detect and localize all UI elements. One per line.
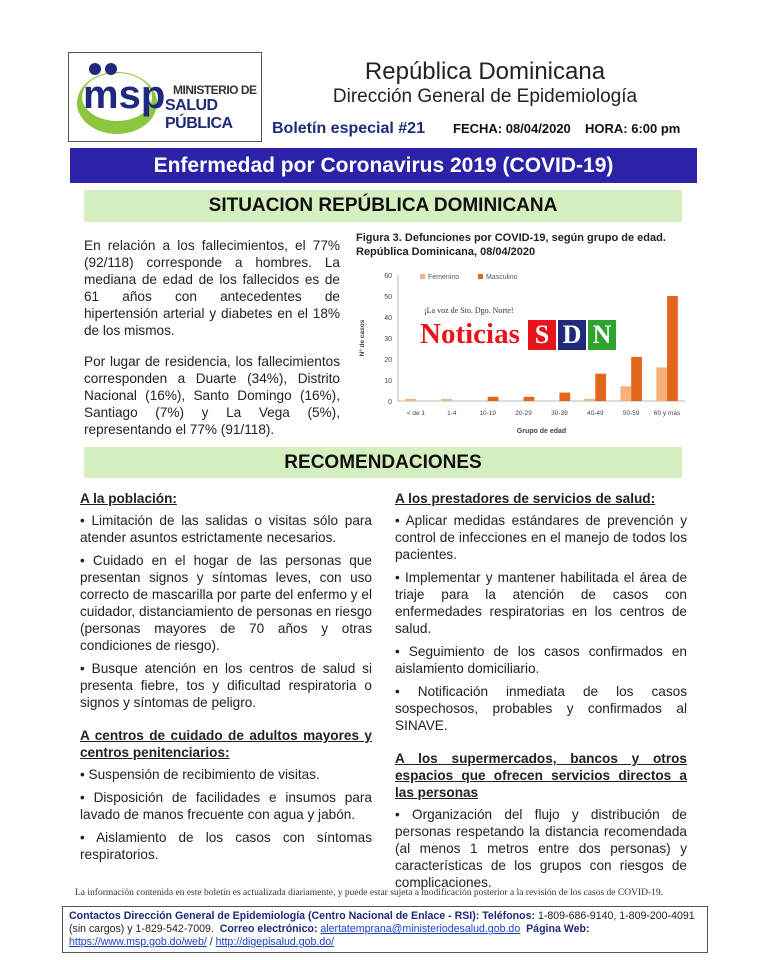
list-item: • Busque atención en los centros de salud si presenta fiebre, tos y dificultad respiratoria o signos y síntomas de peligro.: [80, 661, 372, 710]
bulletin-date: FECHA: 08/04/2020: [453, 121, 571, 136]
list-item: • Organización del flujo y distribución de personas respetando la distancia recomendada (al menos 1 metros entre dos personas) y características de los grupos con riesgos de complicaciones.: [395, 807, 687, 890]
list-item: • Notificación inmediata de los casos sospechosos, probables y confirmados al SINAVE.: [395, 684, 687, 733]
bar-femenino: [620, 386, 631, 401]
x-tick-label: 1-4: [447, 410, 457, 417]
deaths-by-age-chart: [350, 265, 690, 435]
left-recommendations: [80, 490, 372, 869]
situation-paragraph: Por lugar de residencia, los fallecimientos corresponden a Duarte (34%), Distrito Nacional (16%), Santo Domingo (16%), Santiago (7%) y La Vega (5%), representando el 77% (91/118).: [84, 354, 340, 437]
situation-title: SITUACION REPÚBLICA DOMINICANA: [84, 190, 682, 222]
logo-text-2: SALUD PÚBLICA: [165, 97, 233, 132]
watermark-letter-n: N: [588, 320, 616, 350]
right-recommendations: [395, 490, 687, 897]
section-heading: A los prestadores de servicios de salud:: [395, 491, 656, 506]
legend-label: Femenino: [428, 274, 460, 281]
x-tick-label: 50-59: [622, 410, 640, 417]
email-label: Correo electrónico:: [219, 923, 318, 935]
msp-logo: [68, 52, 262, 142]
disclaimer-note: La información contenida en este boletín es actualizada diariamente, y puede estar sujeta a modificación posterior a la revisión de los casos de COVID-19.: [75, 888, 663, 898]
situation-text: [84, 237, 340, 452]
section-heading: A la población:: [80, 491, 177, 506]
section-heading: A centros de cuidado de adultos mayores y centros penitenciarios:: [80, 728, 372, 760]
banner-title: Enfermedad por Coronavirus 2019 (COVID-19): [70, 148, 697, 183]
legend-swatch: [478, 274, 483, 279]
x-axis-label: Grupo de edad: [516, 428, 567, 435]
list-item: • Cuidado en el hogar de las personas que presentan signos y síntomas leves, con uso correcto de mascarilla por parte del enfermo y el cuidador, distanciamiento de personas en riesgo (personas mayores de 70 años y otras condiciones de riesgo).: [80, 553, 372, 653]
list-item: • Limitación de las salidas o visitas sólo para atender asuntos estrictamente necesarios.: [80, 513, 372, 545]
bar-masculino: [595, 374, 606, 401]
bar-femenino: [441, 399, 452, 401]
x-tick-label: 40-49: [587, 410, 604, 417]
watermark-letter-d: D: [558, 320, 586, 350]
bar-femenino: [656, 367, 667, 401]
list-item: • Aplicar medidas estándares de prevención y control de infecciones en el manejo de todos los pacientes.: [395, 513, 687, 562]
list-item: • Aislamiento de los casos con síntomas respiratorios.: [80, 830, 372, 862]
web-label: Página Web:: [526, 923, 590, 935]
watermark-tagline: ¡La voz de Sto. Dgo. Norte!: [424, 306, 514, 315]
bar-masculino: [488, 397, 499, 401]
bulletin-time: HORA: 6:00 pm: [585, 121, 681, 136]
y-tick-label: 0: [388, 399, 392, 406]
x-tick-label: < de 1: [406, 410, 426, 417]
y-tick-label: 30: [384, 336, 392, 343]
section-heading: A los supermercados, bancos y otros espacios que ofrecen servicios directos a las personas: [395, 751, 687, 800]
web-link-msp[interactable]: https://www.msp.gob.do/web/: [69, 936, 207, 948]
list-item: • Disposición de facilidades e insumos para lavado de manos frecuente con agua y jabón.: [80, 790, 372, 822]
bar-femenino: [405, 399, 416, 401]
x-tick-label: 20-29: [515, 410, 532, 417]
bar-masculino: [631, 357, 642, 401]
phones: 1-809-686-9140, 1-809-200-4091 (sin cargos) y 1-829-542-7009.: [69, 910, 695, 935]
recommendations-title: RECOMENDACIONES: [84, 447, 682, 478]
logo-letters: msp: [83, 73, 166, 117]
x-tick-label: 10-19: [479, 410, 496, 417]
bulletin-number: Boletín especial #21: [272, 120, 425, 137]
list-item: • Suspensión de recibimiento de visitas.: [80, 767, 320, 782]
y-tick-label: 10: [384, 378, 392, 385]
figure-title: Figura 3. Defunciones por COVID-19, según grupo de edad. República Dominicana, 08/04/2020: [356, 232, 666, 258]
phones-label: Teléfonos:: [482, 910, 536, 922]
logo-text-1: MINISTERIO DE: [173, 83, 257, 97]
contacts-label: Contactos Dirección General de Epidemiología (Centro Nacional de Enlace - RSI):: [69, 910, 480, 922]
contact-box: [62, 906, 708, 953]
list-item: • Implementar y mantener habilitada el área de triaje para la atención de casos con enfermedades respiratorias en los centros de salud.: [395, 570, 687, 636]
legend-swatch: [420, 274, 425, 279]
bar-femenino: [585, 399, 596, 401]
email-link[interactable]: alertatemprana@ministeriodesalud.gob.do: [320, 923, 521, 935]
x-tick-label: 60 y más: [653, 410, 681, 417]
legend-label: Masculino: [486, 274, 518, 281]
separator: /: [209, 936, 213, 948]
y-tick-label: 60: [384, 273, 392, 280]
list-item: • Seguimiento de los casos confirmados en aislamiento domiciliario.: [395, 644, 687, 676]
watermark-letter-s: S: [528, 320, 556, 350]
bar-masculino: [524, 397, 535, 401]
department-title: Dirección General de Epidemiología: [332, 86, 638, 107]
y-axis-label: Nº de casos: [359, 319, 366, 357]
x-tick-label: 30-39: [551, 410, 568, 417]
y-tick-label: 40: [384, 315, 392, 322]
web-link-digepisalud[interactable]: http://digepisalud.gob.do/: [215, 936, 335, 948]
bar-masculino: [667, 296, 678, 401]
y-tick-label: 50: [384, 294, 392, 301]
y-tick-label: 20: [384, 357, 392, 364]
watermark-word: Noticias: [420, 318, 520, 350]
situation-paragraph: En relación a los fallecimientos, el 77% (92/118) corresponde a hombres. La mediana de edad de los fallecidos es de 61 años con antecedentes de hipertensión arterial y diabetes en el 18% de los mismos.: [84, 238, 340, 338]
country-title: República Dominicana: [364, 58, 606, 85]
bar-masculino: [559, 393, 570, 401]
